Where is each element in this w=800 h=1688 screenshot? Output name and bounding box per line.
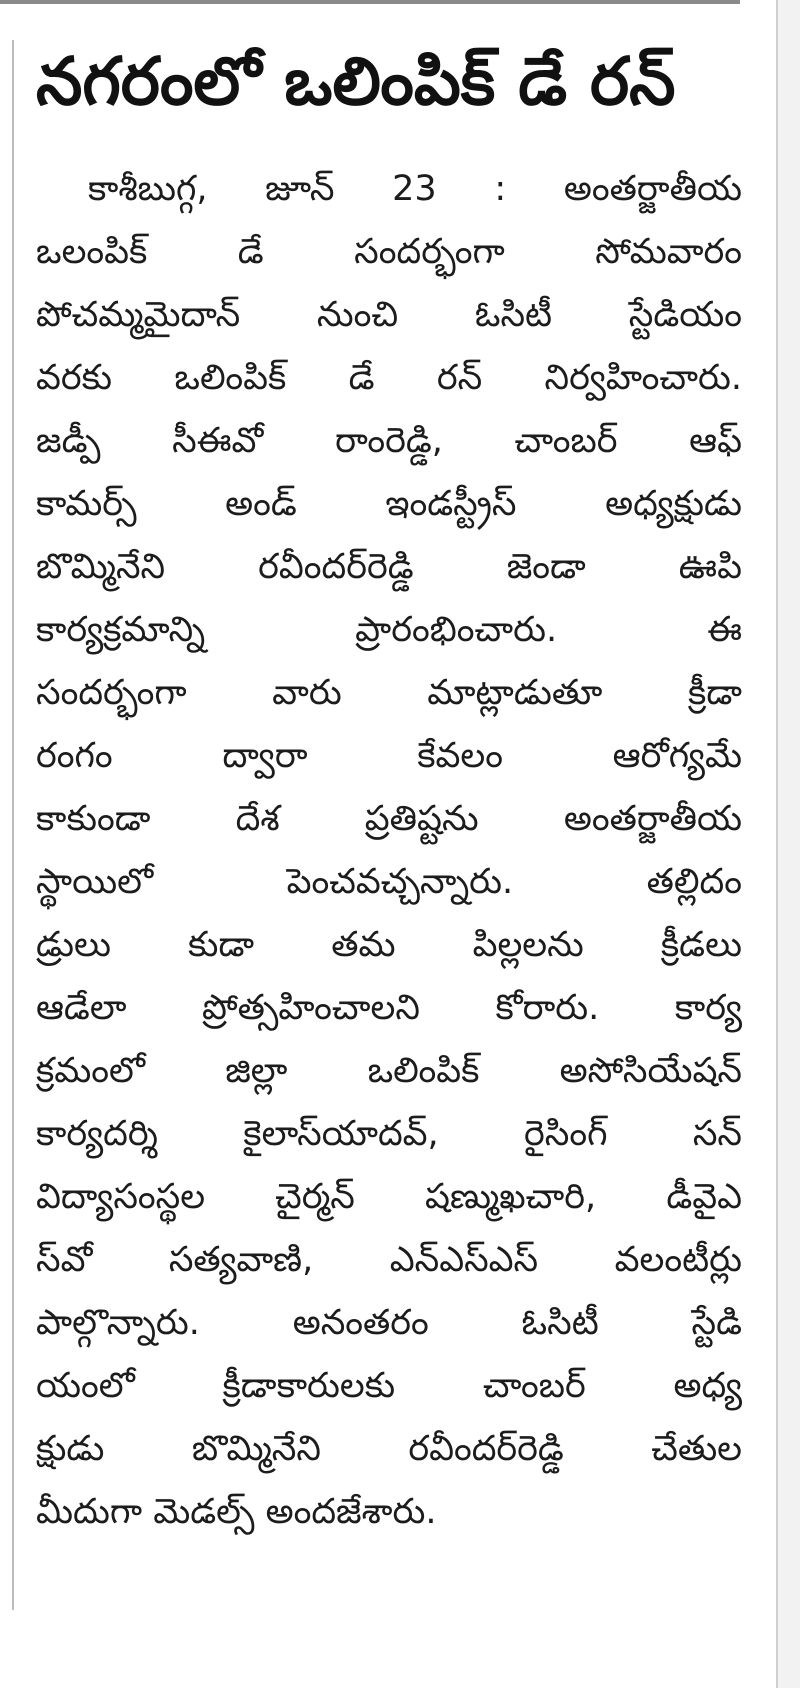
article-line: కాకుండా దేశ ప్రతిష్టను అంతర్జాతీయ (36, 799, 742, 839)
right-page-margin (776, 0, 800, 1688)
article-line: డ్రులు కుడా తమ పిల్లలను క్రీడలు (36, 925, 742, 965)
left-column-rule (12, 40, 14, 1610)
top-border (0, 0, 740, 4)
article-line: కామర్స్ అండ్ ఇండస్ట్రీస్ అధ్యక్షుడు (36, 484, 742, 524)
article-line: బొమ్మినేని రవీందర్‌రెడ్డి జెండా ఊపి (36, 547, 742, 587)
article-line: యంలో క్రీడాకారులకు చాంబర్ అధ్య (36, 1366, 742, 1406)
article-line: క్షుడు బొమ్మినేని రవీందర్‌రెడ్డి చేతుల (36, 1429, 742, 1469)
news-article (36, 40, 742, 1544)
article-line: మీదుగా మెడల్స్ అందజేశారు. (36, 1492, 437, 1532)
article-line: సందర్భంగా వారు మాట్లాడుతూ క్రీడా (36, 673, 742, 713)
article-line: కాశీబుగ్గ, జూన్ 23 : అంతర్జాతీయ (88, 169, 742, 209)
article-line: విద్యాసంస్థల చైర్మన్ షణ్ముఖచారి, డీవైఎ (36, 1177, 742, 1217)
article-line: ఆడేలా ప్రోత్సహించాలని కోరారు. కార్య (36, 988, 742, 1028)
article-line: పోచమ్మమైదాన్ నుంచి ఓసిటీ స్టేడియం (36, 295, 742, 335)
article-line: పాల్గొన్నారు. అనంతరం ఓసిటీ స్టేడి (36, 1303, 742, 1343)
article-line: జడ్పీ సీఈవో రాంరెడ్డి, చాంబర్ ఆఫ్ (36, 421, 742, 461)
article-line: క్రమంలో జిల్లా ఒలింపిక్ అసోసియేషన్ (36, 1051, 742, 1091)
article-body (36, 158, 742, 1544)
article-line: రంగం ద్వారా కేవలం ఆరోగ్యమే (36, 736, 742, 776)
article-line: స్‌వో సత్యవాణి, ఎన్‌ఎస్‌ఎస్ వలంటీర్లు (36, 1240, 742, 1280)
article-line: వరకు ఒలింపిక్ డే రన్ నిర్వహించారు. (36, 358, 742, 398)
article-line: కార్యక్రమాన్ని ప్రారంభించారు. ఈ (36, 610, 742, 650)
article-line: ఒలంపిక్ డే సందర్భంగా సోమవారం (36, 232, 742, 272)
article-line: కార్యదర్శి కైలాస్‌యాదవ్, రైసింగ్ సన్ (36, 1114, 742, 1154)
article-line: స్థాయిలో పెంచవచ్చన్నారు. తల్లిదం (36, 862, 742, 902)
headline: నగరంలో ఒలింపిక్ డే రన్ (36, 43, 676, 120)
